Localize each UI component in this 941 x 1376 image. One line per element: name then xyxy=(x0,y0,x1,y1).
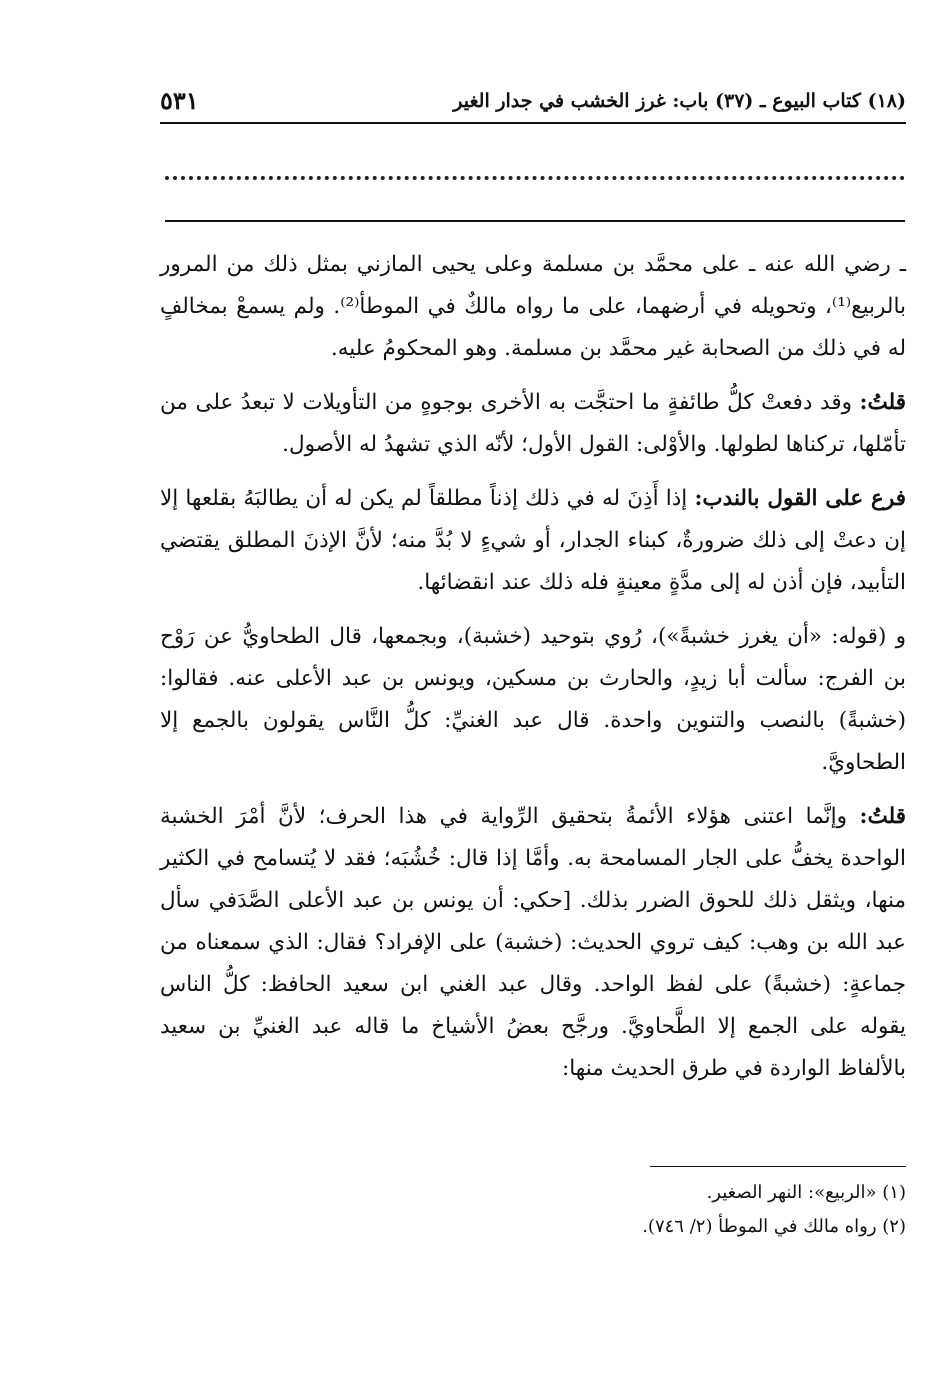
paragraph-lead: قلتُ: xyxy=(859,390,906,415)
paragraph-text: ـ رضي الله عنه ـ على محمَّد بن مسلمة وعلى يحيى المازني بمثل ذلك من المرور بالربيع⁽¹⁾، وتحويله في أرضهما، على ما رواه مالكٌ في الموطأ⁽²⁾. ولم يسمعْ بمخالفٍ له في ذلك من الصحابة غير محمَّد بن مسلمة. وهو المحكومُ عليه. xyxy=(160,252,906,361)
paragraph xyxy=(160,382,906,466)
running-header xyxy=(160,84,906,124)
paragraph-text: و (قوله: «أن يغرز خشبةً»)، رُوي بتوحيد (خشبة)، وبجمعها، قال الطحاويُّ عن رَوْح بن الفرج: سألت أبا زيدٍ، والحارث بن مسكين، ويونس بن عبد الأعلى عنه. فقالوا: (خشبةً) بالنصب والتنوين واحدة. قال عبد الغنيِّ: كلُّ النَّاس يقولون بالجمع إلا الطحاويَّ. xyxy=(160,624,906,775)
paragraph xyxy=(160,478,906,604)
header-title: (١٨) كتاب البيوع ـ (٣٧) باب: غرز الخشب في جدار الغير xyxy=(453,90,906,112)
paragraph-text: وإنَّما اعتنى هؤلاء الأئمةُ بتحقيق الرِّواية في هذا الحرف؛ لأنَّ أمْرَ الخشبة الواحدة يخفُّ على الجار المسامحة به. وأمَّا إذا قال: خُشُبَه؛ فقد لا يُتسامح في الكثير منها، ويثقل ذلك للحوق الضرر بذلك. [حكي: أن يونس بن عبد الأعلى الصَّدَفي سأل عبد الله بن وهب: كيف تروي الحديث: (خشبة) على الإفراد؟ فقال: الذي سمعناه من جماعةٍ: (خشبةً) على لفظ الواحد. وقال عبد الغني ابن سعيد الحافظ: كلُّ الناس يقوله على الجمع إلا الطَّحاويَّ. ورجَّح بعضُ الأشياخ ما قاله عبد الغنيِّ بن سعيد بالألفاظ الواردة في طرق الحديث منها: xyxy=(160,804,906,1081)
paragraph-lead: قلتُ: xyxy=(859,804,906,829)
footnote: (٢) رواه مالك في الموطأ (٢/ ٧٤٦). xyxy=(642,1216,906,1237)
main-text xyxy=(160,244,906,1090)
paragraph-lead: فرع على القول بالندب: xyxy=(694,486,906,511)
paragraph xyxy=(160,244,906,370)
paragraph-text: وقد دفعتْ كلُّ طائفةٍ ما احتجَّت به الأخرى بوجوهٍ من التأويلات لا تبعدُ على من تأمّلها، تركناها لطولها. والأوْلى: القول الأول؛ لأنّه الذي تشهدُ له الأصول. xyxy=(160,390,906,457)
paragraph xyxy=(160,616,906,784)
dotted-separator xyxy=(165,176,905,180)
paragraph-text: إذا أَذِنَ له في ذلك إذناً مطلقاً لم يكن له أن يطالبَهُ بقلعها إلا إن دعتْ إلى ذلك ضرورةٌ، كبناء الجدار، أو شيءٍ لا بُدَّ منه؛ لأنَّ الإذنَ المطلق يقتضي التأبيد، فإن أذن له إلى مدَّةٍ معينةٍ فله ذلك عند انقضائها. xyxy=(160,486,906,595)
footnote-rule xyxy=(650,1166,906,1167)
footnote: (١) «الربيع»: النهر الصغير. xyxy=(706,1182,906,1203)
section-rule xyxy=(165,220,905,222)
header-rule xyxy=(160,122,906,124)
page-number: ٥٣١ xyxy=(160,86,199,115)
footnotes xyxy=(160,1176,906,1244)
paragraph xyxy=(160,796,906,1090)
